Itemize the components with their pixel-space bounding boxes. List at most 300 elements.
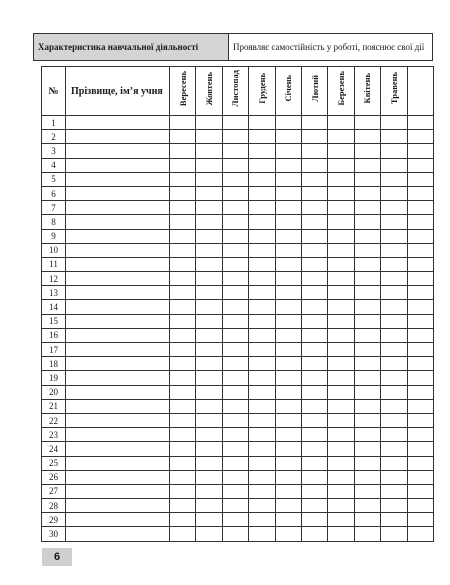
month-cell[interactable] [196, 513, 222, 527]
month-cell[interactable] [407, 470, 433, 484]
month-cell[interactable] [249, 314, 275, 328]
month-cell[interactable] [328, 357, 354, 371]
student-name-cell[interactable] [66, 371, 170, 385]
month-cell[interactable] [354, 229, 380, 243]
student-name-cell[interactable] [66, 144, 170, 158]
month-cell[interactable] [275, 300, 301, 314]
month-cell[interactable] [249, 144, 275, 158]
month-cell[interactable] [196, 499, 222, 513]
month-cell[interactable] [328, 499, 354, 513]
month-cell[interactable] [381, 456, 407, 470]
month-cell[interactable] [249, 272, 275, 286]
month-cell[interactable] [407, 328, 433, 342]
month-cell[interactable] [407, 229, 433, 243]
month-cell[interactable] [328, 371, 354, 385]
month-cell[interactable] [275, 130, 301, 144]
month-cell[interactable] [275, 428, 301, 442]
month-cell[interactable] [196, 158, 222, 172]
month-cell[interactable] [196, 201, 222, 215]
month-cell[interactable] [249, 456, 275, 470]
month-cell[interactable] [354, 413, 380, 427]
month-cell[interactable] [249, 413, 275, 427]
month-cell[interactable] [249, 484, 275, 498]
month-cell[interactable] [328, 229, 354, 243]
month-cell[interactable] [407, 300, 433, 314]
month-cell[interactable] [301, 343, 327, 357]
month-cell[interactable] [381, 201, 407, 215]
month-cell[interactable] [196, 144, 222, 158]
month-cell[interactable] [249, 428, 275, 442]
month-cell[interactable] [275, 314, 301, 328]
month-cell[interactable] [249, 229, 275, 243]
month-cell[interactable] [328, 257, 354, 271]
month-cell[interactable] [222, 158, 248, 172]
month-cell[interactable] [249, 357, 275, 371]
month-cell[interactable] [407, 243, 433, 257]
month-cell[interactable] [301, 499, 327, 513]
month-cell[interactable] [354, 513, 380, 527]
month-cell[interactable] [381, 130, 407, 144]
student-name-cell[interactable] [66, 357, 170, 371]
month-cell[interactable] [354, 470, 380, 484]
month-cell[interactable] [222, 513, 248, 527]
month-cell[interactable] [328, 116, 354, 130]
month-cell[interactable] [407, 257, 433, 271]
month-cell[interactable] [222, 172, 248, 186]
month-cell[interactable] [328, 300, 354, 314]
month-cell[interactable] [222, 385, 248, 399]
month-cell[interactable] [196, 229, 222, 243]
month-cell[interactable] [381, 499, 407, 513]
month-cell[interactable] [407, 371, 433, 385]
month-cell[interactable] [170, 215, 196, 229]
month-cell[interactable] [407, 484, 433, 498]
month-cell[interactable] [170, 130, 196, 144]
month-cell[interactable] [381, 314, 407, 328]
month-cell[interactable] [249, 286, 275, 300]
month-cell[interactable] [328, 243, 354, 257]
month-cell[interactable] [222, 300, 248, 314]
month-cell[interactable] [170, 343, 196, 357]
month-cell[interactable] [381, 215, 407, 229]
month-cell[interactable] [381, 442, 407, 456]
month-cell[interactable] [170, 385, 196, 399]
student-name-cell[interactable] [66, 215, 170, 229]
month-cell[interactable] [275, 371, 301, 385]
month-cell[interactable] [407, 201, 433, 215]
month-cell[interactable] [301, 243, 327, 257]
month-cell[interactable] [222, 456, 248, 470]
month-cell[interactable] [381, 116, 407, 130]
month-cell[interactable] [275, 357, 301, 371]
month-cell[interactable] [381, 186, 407, 200]
month-cell[interactable] [222, 413, 248, 427]
student-name-cell[interactable] [66, 116, 170, 130]
month-cell[interactable] [196, 116, 222, 130]
month-cell[interactable] [301, 484, 327, 498]
month-cell[interactable] [407, 442, 433, 456]
month-cell[interactable] [170, 201, 196, 215]
student-name-cell[interactable] [66, 229, 170, 243]
month-cell[interactable] [196, 272, 222, 286]
month-cell[interactable] [170, 286, 196, 300]
month-cell[interactable] [222, 229, 248, 243]
month-cell[interactable] [170, 328, 196, 342]
month-cell[interactable] [170, 371, 196, 385]
month-cell[interactable] [222, 484, 248, 498]
month-cell[interactable] [196, 399, 222, 413]
month-cell[interactable] [407, 172, 433, 186]
month-cell[interactable] [407, 513, 433, 527]
month-cell[interactable] [275, 456, 301, 470]
month-cell[interactable] [407, 357, 433, 371]
month-cell[interactable] [196, 428, 222, 442]
month-cell[interactable] [275, 286, 301, 300]
month-cell[interactable] [354, 328, 380, 342]
month-cell[interactable] [249, 343, 275, 357]
month-cell[interactable] [354, 186, 380, 200]
month-cell[interactable] [381, 470, 407, 484]
month-cell[interactable] [407, 116, 433, 130]
month-cell[interactable] [407, 456, 433, 470]
student-name-cell[interactable] [66, 385, 170, 399]
month-cell[interactable] [354, 201, 380, 215]
month-cell[interactable] [222, 130, 248, 144]
month-cell[interactable] [328, 428, 354, 442]
month-cell[interactable] [328, 201, 354, 215]
month-cell[interactable] [354, 314, 380, 328]
month-cell[interactable] [301, 513, 327, 527]
month-cell[interactable] [354, 442, 380, 456]
month-cell[interactable] [275, 442, 301, 456]
month-cell[interactable] [407, 158, 433, 172]
month-cell[interactable] [196, 300, 222, 314]
month-cell[interactable] [275, 158, 301, 172]
month-cell[interactable] [301, 158, 327, 172]
month-cell[interactable] [170, 442, 196, 456]
student-name-cell[interactable] [66, 442, 170, 456]
month-cell[interactable] [170, 300, 196, 314]
student-name-cell[interactable] [66, 300, 170, 314]
month-cell[interactable] [275, 116, 301, 130]
month-cell[interactable] [222, 442, 248, 456]
month-cell[interactable] [275, 328, 301, 342]
month-cell[interactable] [381, 144, 407, 158]
month-cell[interactable] [301, 527, 327, 541]
month-cell[interactable] [249, 470, 275, 484]
month-cell[interactable] [275, 343, 301, 357]
month-cell[interactable] [301, 442, 327, 456]
month-cell[interactable] [381, 385, 407, 399]
student-name-cell[interactable] [66, 186, 170, 200]
month-cell[interactable] [249, 399, 275, 413]
month-cell[interactable] [275, 385, 301, 399]
month-cell[interactable] [301, 428, 327, 442]
month-cell[interactable] [328, 513, 354, 527]
month-cell[interactable] [354, 456, 380, 470]
month-cell[interactable] [407, 385, 433, 399]
month-cell[interactable] [196, 357, 222, 371]
month-cell[interactable] [170, 314, 196, 328]
month-cell[interactable] [381, 272, 407, 286]
month-cell[interactable] [328, 413, 354, 427]
month-cell[interactable] [275, 484, 301, 498]
month-cell[interactable] [354, 371, 380, 385]
month-cell[interactable] [354, 215, 380, 229]
month-cell[interactable] [354, 499, 380, 513]
month-cell[interactable] [222, 215, 248, 229]
month-cell[interactable] [407, 186, 433, 200]
month-cell[interactable] [328, 385, 354, 399]
month-cell[interactable] [328, 186, 354, 200]
month-cell[interactable] [222, 144, 248, 158]
month-cell[interactable] [328, 470, 354, 484]
student-name-cell[interactable] [66, 527, 170, 541]
month-cell[interactable] [354, 116, 380, 130]
month-cell[interactable] [222, 371, 248, 385]
month-cell[interactable] [354, 172, 380, 186]
month-cell[interactable] [381, 399, 407, 413]
month-cell[interactable] [275, 243, 301, 257]
month-cell[interactable] [381, 428, 407, 442]
month-cell[interactable] [196, 385, 222, 399]
month-cell[interactable] [170, 243, 196, 257]
month-cell[interactable] [249, 172, 275, 186]
month-cell[interactable] [170, 456, 196, 470]
month-cell[interactable] [354, 158, 380, 172]
student-name-cell[interactable] [66, 158, 170, 172]
month-cell[interactable] [407, 130, 433, 144]
month-cell[interactable] [301, 357, 327, 371]
month-cell[interactable] [249, 201, 275, 215]
month-cell[interactable] [381, 371, 407, 385]
month-cell[interactable] [301, 229, 327, 243]
month-cell[interactable] [222, 470, 248, 484]
month-cell[interactable] [170, 257, 196, 271]
month-cell[interactable] [301, 215, 327, 229]
month-cell[interactable] [301, 286, 327, 300]
month-cell[interactable] [196, 527, 222, 541]
month-cell[interactable] [275, 399, 301, 413]
month-cell[interactable] [301, 314, 327, 328]
month-cell[interactable] [222, 343, 248, 357]
student-name-cell[interactable] [66, 286, 170, 300]
month-cell[interactable] [196, 456, 222, 470]
student-name-cell[interactable] [66, 257, 170, 271]
month-cell[interactable] [354, 527, 380, 541]
student-name-cell[interactable] [66, 413, 170, 427]
student-name-cell[interactable] [66, 130, 170, 144]
month-cell[interactable] [249, 527, 275, 541]
month-cell[interactable] [275, 257, 301, 271]
month-cell[interactable] [170, 484, 196, 498]
month-cell[interactable] [328, 442, 354, 456]
month-cell[interactable] [170, 144, 196, 158]
month-cell[interactable] [275, 470, 301, 484]
month-cell[interactable] [222, 257, 248, 271]
month-cell[interactable] [196, 257, 222, 271]
month-cell[interactable] [407, 527, 433, 541]
month-cell[interactable] [381, 257, 407, 271]
month-cell[interactable] [407, 314, 433, 328]
month-cell[interactable] [196, 328, 222, 342]
month-cell[interactable] [170, 399, 196, 413]
month-cell[interactable] [407, 413, 433, 427]
month-cell[interactable] [301, 130, 327, 144]
month-cell[interactable] [301, 172, 327, 186]
month-cell[interactable] [170, 172, 196, 186]
student-name-cell[interactable] [66, 470, 170, 484]
month-cell[interactable] [275, 527, 301, 541]
month-cell[interactable] [328, 272, 354, 286]
month-cell[interactable] [301, 186, 327, 200]
month-cell[interactable] [196, 442, 222, 456]
month-cell[interactable] [381, 513, 407, 527]
month-cell[interactable] [170, 116, 196, 130]
month-cell[interactable] [170, 186, 196, 200]
month-cell[interactable] [301, 201, 327, 215]
month-cell[interactable] [301, 272, 327, 286]
month-cell[interactable] [301, 116, 327, 130]
month-cell[interactable] [170, 272, 196, 286]
month-cell[interactable] [407, 399, 433, 413]
month-cell[interactable] [249, 385, 275, 399]
month-cell[interactable] [381, 357, 407, 371]
month-cell[interactable] [354, 343, 380, 357]
month-cell[interactable] [328, 314, 354, 328]
month-cell[interactable] [354, 428, 380, 442]
month-cell[interactable] [328, 172, 354, 186]
student-name-cell[interactable] [66, 201, 170, 215]
month-cell[interactable] [249, 130, 275, 144]
month-cell[interactable] [222, 243, 248, 257]
month-cell[interactable] [354, 130, 380, 144]
student-name-cell[interactable] [66, 314, 170, 328]
month-cell[interactable] [249, 243, 275, 257]
month-cell[interactable] [275, 215, 301, 229]
month-cell[interactable] [170, 413, 196, 427]
month-cell[interactable] [354, 286, 380, 300]
month-cell[interactable] [196, 286, 222, 300]
month-cell[interactable] [222, 428, 248, 442]
student-name-cell[interactable] [66, 343, 170, 357]
month-cell[interactable] [196, 186, 222, 200]
month-cell[interactable] [170, 428, 196, 442]
month-cell[interactable] [381, 527, 407, 541]
month-cell[interactable] [196, 215, 222, 229]
month-cell[interactable] [249, 186, 275, 200]
month-cell[interactable] [249, 328, 275, 342]
month-cell[interactable] [249, 158, 275, 172]
month-cell[interactable] [328, 158, 354, 172]
month-cell[interactable] [222, 527, 248, 541]
month-cell[interactable] [354, 399, 380, 413]
month-cell[interactable] [354, 243, 380, 257]
month-cell[interactable] [354, 357, 380, 371]
month-cell[interactable] [354, 484, 380, 498]
student-name-cell[interactable] [66, 328, 170, 342]
month-cell[interactable] [275, 186, 301, 200]
month-cell[interactable] [170, 357, 196, 371]
month-cell[interactable] [196, 470, 222, 484]
month-cell[interactable] [170, 527, 196, 541]
student-name-cell[interactable] [66, 428, 170, 442]
month-cell[interactable] [301, 456, 327, 470]
month-cell[interactable] [196, 371, 222, 385]
month-cell[interactable] [222, 328, 248, 342]
month-cell[interactable] [354, 272, 380, 286]
month-cell[interactable] [222, 499, 248, 513]
month-cell[interactable] [301, 399, 327, 413]
month-cell[interactable] [170, 499, 196, 513]
month-cell[interactable] [249, 300, 275, 314]
month-cell[interactable] [222, 201, 248, 215]
month-cell[interactable] [328, 399, 354, 413]
month-cell[interactable] [407, 343, 433, 357]
month-cell[interactable] [301, 470, 327, 484]
student-name-cell[interactable] [66, 172, 170, 186]
month-cell[interactable] [328, 527, 354, 541]
month-cell[interactable] [328, 130, 354, 144]
month-cell[interactable] [301, 328, 327, 342]
month-cell[interactable] [275, 499, 301, 513]
month-cell[interactable] [301, 385, 327, 399]
month-cell[interactable] [381, 484, 407, 498]
month-cell[interactable] [381, 343, 407, 357]
month-cell[interactable] [301, 413, 327, 427]
month-cell[interactable] [222, 399, 248, 413]
student-name-cell[interactable] [66, 272, 170, 286]
month-cell[interactable] [222, 116, 248, 130]
month-cell[interactable] [249, 371, 275, 385]
month-cell[interactable] [407, 272, 433, 286]
month-cell[interactable] [328, 144, 354, 158]
month-cell[interactable] [381, 243, 407, 257]
month-cell[interactable] [354, 144, 380, 158]
month-cell[interactable] [328, 456, 354, 470]
month-cell[interactable] [328, 286, 354, 300]
month-cell[interactable] [249, 499, 275, 513]
month-cell[interactable] [381, 229, 407, 243]
month-cell[interactable] [407, 215, 433, 229]
month-cell[interactable] [301, 371, 327, 385]
month-cell[interactable] [407, 144, 433, 158]
month-cell[interactable] [196, 314, 222, 328]
month-cell[interactable] [196, 413, 222, 427]
student-name-cell[interactable] [66, 456, 170, 470]
month-cell[interactable] [249, 257, 275, 271]
month-cell[interactable] [275, 229, 301, 243]
month-cell[interactable] [196, 172, 222, 186]
month-cell[interactable] [381, 172, 407, 186]
month-cell[interactable] [407, 286, 433, 300]
month-cell[interactable] [196, 130, 222, 144]
month-cell[interactable] [222, 357, 248, 371]
student-name-cell[interactable] [66, 499, 170, 513]
month-cell[interactable] [249, 513, 275, 527]
month-cell[interactable] [301, 144, 327, 158]
month-cell[interactable] [381, 158, 407, 172]
student-name-cell[interactable] [66, 513, 170, 527]
month-cell[interactable] [275, 272, 301, 286]
month-cell[interactable] [170, 229, 196, 243]
month-cell[interactable] [328, 328, 354, 342]
month-cell[interactable] [222, 286, 248, 300]
month-cell[interactable] [381, 300, 407, 314]
month-cell[interactable] [301, 300, 327, 314]
month-cell[interactable] [275, 413, 301, 427]
month-cell[interactable] [381, 328, 407, 342]
